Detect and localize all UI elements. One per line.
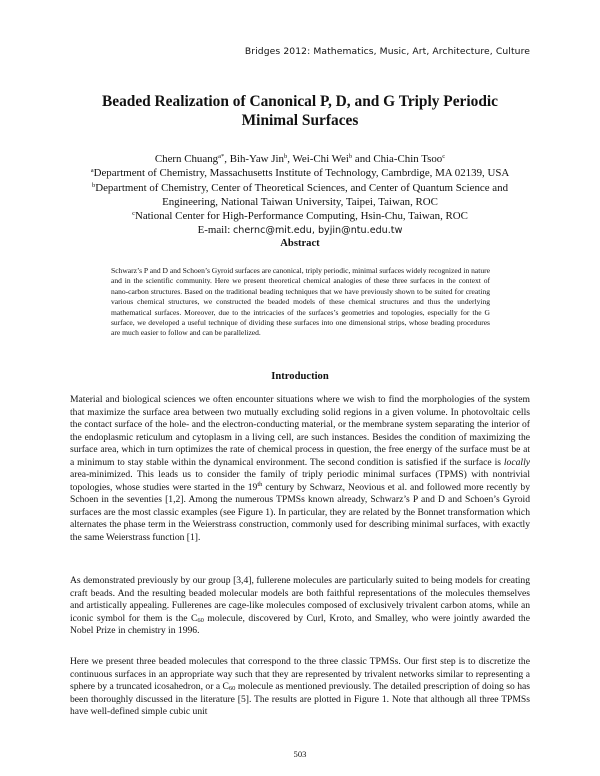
introduction-heading: Introduction [271, 371, 329, 382]
affiliation-c [0, 209, 600, 223]
intro-paragraph-1 [70, 394, 530, 544]
author-name: Bih-Yaw Jin [229, 153, 284, 165]
intro-paragraph-3 [70, 656, 530, 719]
affiliation-mark: a [90, 167, 94, 175]
subscript: 60 [228, 685, 236, 692]
author-list [0, 152, 600, 166]
running-header: Bridges 2012: Mathematics, Music, Art, Architecture, Culture [244, 46, 530, 57]
affiliation-text: Department of Chemistry, Center of Theoretical Sciences, and Center of Quantum Science and [95, 181, 509, 194]
paper-title [0, 92, 600, 130]
email-addresses[interactable]: chernc@mit.edu, byjin@ntu.edu.tw [232, 225, 403, 237]
page-number: 503 [293, 749, 307, 759]
email-line [0, 223, 600, 238]
paragraph-text: century by Schwarz, Neovious et al. and followed more recently by Schoen in the seventies [1,2]. Among the numerous TPMSs known already, Schwarz’s P and D and Schoen’s Gyroid surfaces are the most classic examples (see Figure 1). In particular, they are related by the Bonnet transformation which alternates the phase term in the Weierstrass construction, commonly used for describing minimal surfaces, with exactly the same Weierstrass function [1]. [70, 481, 530, 543]
affiliation-text: National Center for High-Performance Computing, Hsin-Chu, Taiwan, ROC [134, 210, 468, 223]
author-separator: and [352, 153, 374, 165]
title-line-2: Minimal Surfaces [241, 112, 359, 129]
author-affiliation-mark: a* [218, 153, 225, 160]
author-affiliation-mark: b [348, 153, 353, 160]
abstract-heading: Abstract [280, 238, 320, 249]
abstract-body: Schwarz’s P and D and Schoen’s Gyroid surfaces are canonical, triply periodic, minimal surfaces widely recognized in nature and in the scientific community. Here we present theoretical chemical analogies of these three surfaces in the context of nano-carbon structures. Based on the traditional beading techniques that we have previously shown to be suited for creating various chemical structures, we constructed the beaded models of these chemical structures and thus the underlying mathematical surfaces. Moreover, due to the intricacies of the surfaces’s geometries and topologies, especially for the G surface, we developed a useful technique of dividing these surfaces into one dimensional strips, whose beading procedures are much easier to follow and can be parallelized. [111, 266, 490, 338]
paragraph-text: Here we present three beaded molecules that correspond to the three classic TPMSs. Our first step is to discretize the continuous surfaces in an appropriate way such that they are represented by trivalent networks similar to representing a sphere by a truncated icosahedron, or a C [70, 656, 530, 692]
author-name: Chern Chuang [154, 153, 219, 165]
affiliation-b-continued: Engineering, National Taiwan University, Taipei, Taiwan, ROC [162, 195, 438, 208]
affiliation-text: Department of Chemistry, Massachusetts Institute of Technology, Cambrdige, MA 02139, USA [93, 167, 510, 180]
author-affiliation-mark: c [442, 153, 446, 160]
subscript: 60 [197, 616, 204, 624]
author-separator: , [287, 153, 293, 165]
title-line-1: Beaded Realization of Canonical P, D, and G Triply Periodic [101, 93, 499, 110]
paragraph-text: molecule, discovered by Curl, Kroto, and Smalley, who were jointly awarded the Nobel Prize in chemistry in 1996. [70, 612, 530, 636]
author-block [0, 152, 600, 239]
author-name: Wei-Chi Wei [292, 153, 349, 165]
affiliation-mark: b [91, 181, 96, 189]
affiliation-a [0, 166, 600, 180]
author-name: Chia-Chin Tsoo [373, 153, 443, 165]
affiliation-b [0, 181, 600, 195]
email-label: E-mail: [197, 224, 233, 237]
superscript: th [257, 480, 263, 488]
emphasis-text: locally [503, 456, 530, 468]
paragraph-text: molecule as mentioned previously. The detailed prescription of doing so has been thoroughly discussed in the literature [5]. The results are plotted in Figure 1. Note that although all three TPMSs have well-defined simple cubic unit [70, 681, 531, 717]
author-separator: , [224, 153, 230, 165]
paragraph-text: As demonstrated previously by our group [3,4], fullerene molecules are particularly suited to being models for creating craft beads. And the resulting beaded molecular models are both faithful representations of the molecules themselves and artistically appealing. Fullerenes are cage-like molecules composed of exclusively trivalent carbon atoms, while an iconic symbol for them is the C [70, 575, 530, 624]
author-affiliation-mark: b [283, 153, 288, 160]
intro-paragraph-2 [70, 575, 530, 638]
affiliation-mark: c [132, 210, 135, 218]
paragraph-text: Material and biological sciences we often encounter situations where we wish to find the morphologies of the system that maximize the surface area between two mutually excluding solid regions in a given volume. In photovoltaic cells the contact surface of the hole- and the electron-conducting material, or the membrane system separating the interior of the endoplasmic reticulum and cytoplasm in a living cell, are such instances. Besides the condition of maximizing the surface area, which in turn optimizes the rate of chemical process in question, the free energy of the surface must be at a minimum to stay stable within the dynamical environment. The second condition is satisfied if the surface is [70, 394, 530, 468]
paragraph-text: area-minimized. This leads us to consider the family of triply periodic minimal surfaces (TPMS) with nontrivial topologies, whose studies were started in the 19 [70, 469, 530, 493]
